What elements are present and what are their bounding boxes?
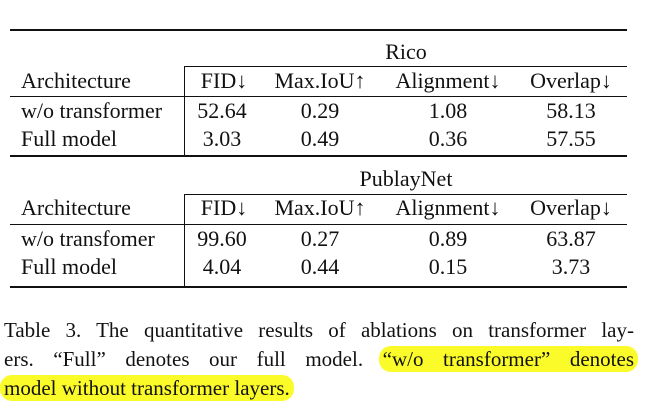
dataset-title-publaynet: PublayNet bbox=[359, 166, 453, 191]
table-cell: 0.29 bbox=[300, 98, 340, 123]
caption-highlight: “w/o transformer” denotes bbox=[379, 346, 638, 372]
table-top-rule bbox=[10, 29, 627, 31]
table-row-label: w/o transformer bbox=[21, 98, 163, 123]
table-cell: 0.89 bbox=[428, 226, 468, 251]
table-cell: 0.27 bbox=[300, 226, 340, 251]
column-divider-publaynet bbox=[184, 194, 185, 287]
table-cell: 0.44 bbox=[300, 254, 340, 279]
table-cell: 57.55 bbox=[546, 126, 596, 151]
caption-line-1: Table 3. The quantitative results of ablations on transformer lay- bbox=[4, 318, 634, 342]
table-cell: 99.60 bbox=[197, 226, 247, 251]
header-max-iou: Max.IoU↑ bbox=[274, 195, 366, 220]
header-architecture: Architecture bbox=[21, 68, 131, 93]
dataset-title-rico: Rico bbox=[385, 39, 427, 64]
table-cell: 1.08 bbox=[428, 98, 468, 123]
header-max-iou: Max.IoU↑ bbox=[274, 68, 366, 93]
caption-highlight: model without transformer layers. bbox=[0, 375, 294, 401]
header-rule-rico bbox=[10, 96, 627, 97]
table-row-label: w/o transfomer bbox=[21, 226, 155, 251]
table-cell: 4.04 bbox=[202, 254, 242, 279]
table-bottom-rule bbox=[10, 286, 627, 288]
header-fid: FID↓ bbox=[200, 195, 248, 220]
table-caption bbox=[4, 316, 634, 403]
table-cell: 0.36 bbox=[428, 126, 468, 151]
column-divider-rico bbox=[184, 66, 185, 156]
caption-line-3 bbox=[4, 374, 634, 403]
header-alignment: Alignment↓ bbox=[395, 195, 501, 220]
dataset-underline-rico bbox=[184, 66, 627, 67]
table-cell: 0.15 bbox=[428, 254, 468, 279]
table-cell: 58.13 bbox=[546, 98, 596, 123]
section-rule bbox=[10, 155, 627, 157]
header-rule-publaynet bbox=[10, 224, 627, 225]
table-cell: 63.87 bbox=[546, 226, 596, 251]
header-fid: FID↓ bbox=[200, 68, 248, 93]
header-overlap: Overlap↓ bbox=[530, 195, 612, 220]
table-row-label: Full model bbox=[21, 254, 117, 279]
header-alignment: Alignment↓ bbox=[395, 68, 501, 93]
caption-line-2 bbox=[4, 345, 634, 374]
header-architecture: Architecture bbox=[21, 195, 131, 220]
table-cell: 52.64 bbox=[197, 98, 247, 123]
header-overlap: Overlap↓ bbox=[530, 68, 612, 93]
caption-text: ers. “Full” denotes our full model. bbox=[4, 347, 364, 371]
table-cell: 3.73 bbox=[551, 254, 591, 279]
table-cell: 3.03 bbox=[202, 126, 242, 151]
table-row-label: Full model bbox=[21, 126, 117, 151]
table-cell: 0.49 bbox=[300, 126, 340, 151]
